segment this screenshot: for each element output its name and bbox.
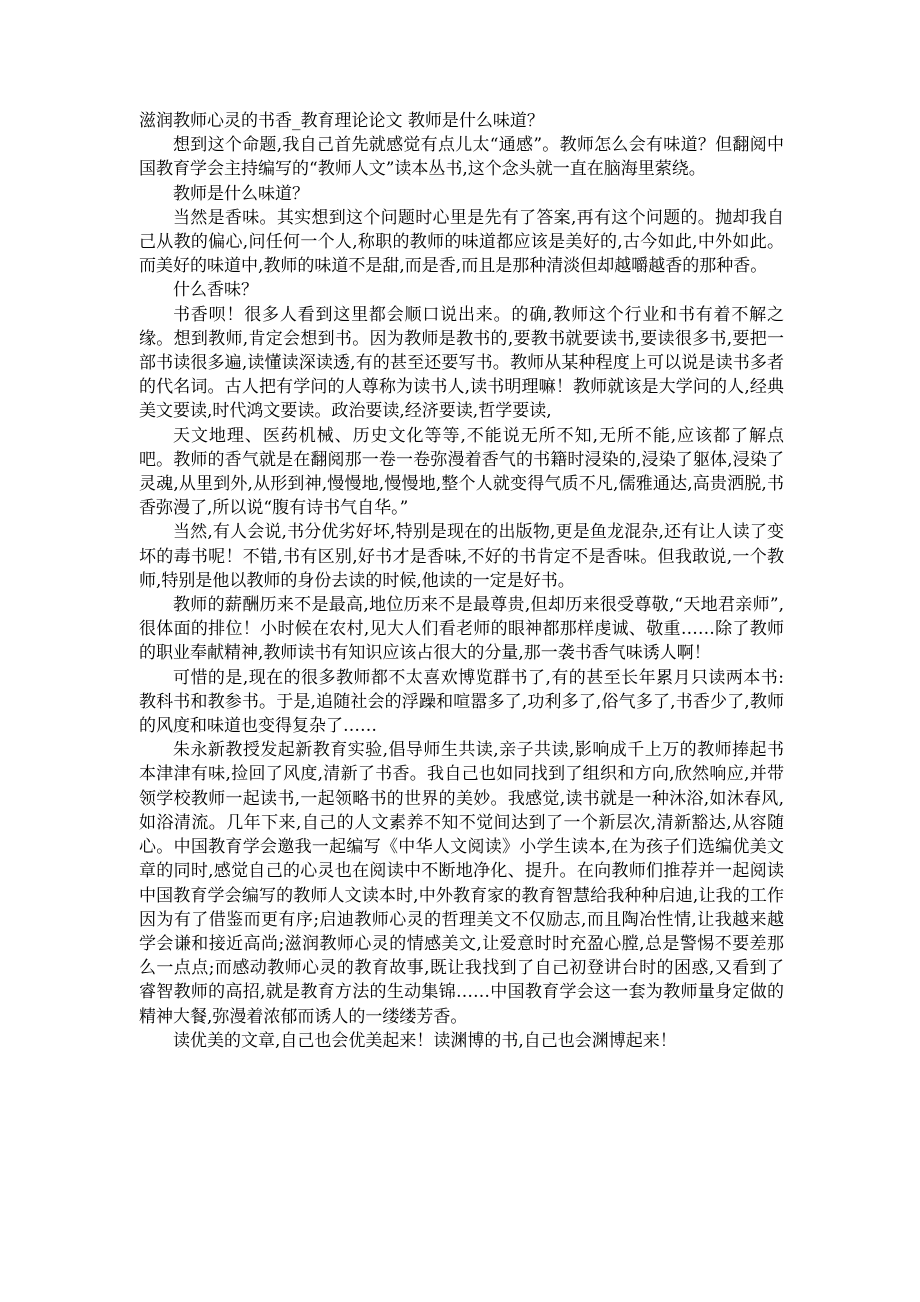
paragraph: 教师是什么味道？	[173, 183, 309, 204]
article-body	[139, 109, 784, 1053]
paragraph: 天文地理、医药机械、历史文化等等,不能说无所不知,无所不能,应该都了解点吧。教师的香气就是在翻阅那一卷一卷弥漫着香气的书籍时浸染的,浸染了躯体,浸染了灵魂,从里到外,从形到神,慢慢地,慢慢地,整个人就变得气质不凡,儒雅通达,高贵洒脱,书香弥漫了,所以说“腹有诗书气自华。”	[139, 425, 784, 519]
paragraph: 想到这个命题,我自己首先就感觉有点儿太“通感”。教师怎么会有味道？但翻阅中国教育学会主持编写的“教师人文”读本丛书,这个念头就一直在脑海里萦绕。	[139, 135, 784, 180]
paragraph: 朱永新教授发起新教育实验,倡导师生共读,亲子共读,影响成千上万的教师捧起书本津津有味,捡回了风度,清新了书香。我自己也如同找到了组织和方向,欣然响应,并带领学校教师一起读书,一起领略书的世界的美妙。我感觉,读书就是一种沐浴,如沐春风,如浴清流。几年下来,自己的人文素养不知不觉间达到了一个新层次,清新豁达,从容随心。中国教育学会邀我一起编写《中华人文阅读》小学生读本,在为孩子们选编优美文章的同时,感觉自己的心灵也在阅读中不断地净化、提升。在向教师们推荐并一起阅读中国教育学会编写的教师人文读本时,中外教育家的教育智慧给我种种启迪,让我的工作因为有了借鉴而更有序;启迪教师心灵的哲理美文不仅励志,而且陶冶性情,让我越来越学会谦和接近高尚;滋润教师心灵的情感美文,让爱意时时充盈心膛,总是警惕不要差那么一点点;而感动教师心灵的教育故事,既让我找到了自己初登讲台时的困惑,又看到了睿智教师的高招,就是教育方法的生动集锦……中国教育学会这一套为教师量身定做的精神大餐,弥漫着浓郁而诱人的一缕缕芳香。	[139, 740, 784, 1027]
paragraph: 什么香味？	[173, 280, 258, 301]
paragraph: 读优美的文章,自己也会优美起来！读渊博的书,自己也会渊博起来！	[173, 1030, 677, 1051]
paragraph: 可惜的是,现在的很多教师都不太喜欢博览群书了,有的甚至长年累月只读两本书:教科书和教参书。于是,追随社会的浮躁和喧嚣多了,功利多了,俗气多了,书香少了,教师的风度和味道也变得复杂了……	[139, 667, 784, 737]
paragraph: 当然,有人会说,书分优劣好坏,特别是现在的出版物,更是鱼龙混杂,还有让人读了变坏的毒书呢！不错,书有区别,好书才是香味,不好的书肯定不是香味。但我敢说,一个教师,特别是他以教师的身份去读的时候,他读的一定是好书。	[139, 522, 784, 591]
document-title: 滋润教师心灵的书香_教育理论论文 教师是什么味道？	[139, 111, 544, 131]
paragraph: 当然是香味。其实想到这个问题时心里是先有了答案,再有这个问题的。抛却我自己从教的偏心,问任何一个人,称职的教师的味道都应该是美好的,古今如此,中外如此。而美好的味道中,教师的味道不是甜,而是香,而且是那种清淡但却越嚼越香的那种香。	[139, 207, 784, 277]
paragraph: 书香呗！很多人看到这里都会顺口说出来。的确,教师这个行业和书有着不解之缘。想到教师,肯定会想到书。因为教师是教书的,要教书就要读书,要读很多书,要把一部书读很多遍,读懂读深读透,有的甚至还要写书。教师从某种程度上可以说是读书多者的代名词。古人把有学问的人尊称为读书人,读书明理嘛！教师就该是大学问的人,经典美文要读,时代鸿文要读。政治要读,经济要读,哲学要读,	[139, 304, 784, 422]
paragraph: 教师的薪酬历来不是最高,地位历来不是最尊贵,但却历来很受尊敬,“天地君亲师”,很体面的排位！小时候在农村,见大人们看老师的眼神都那样虔诚、敬重……除了教师的职业奉献精神,教师读书有知识应该占很大的分量,那一袭书香气味诱人啊！	[139, 595, 784, 664]
